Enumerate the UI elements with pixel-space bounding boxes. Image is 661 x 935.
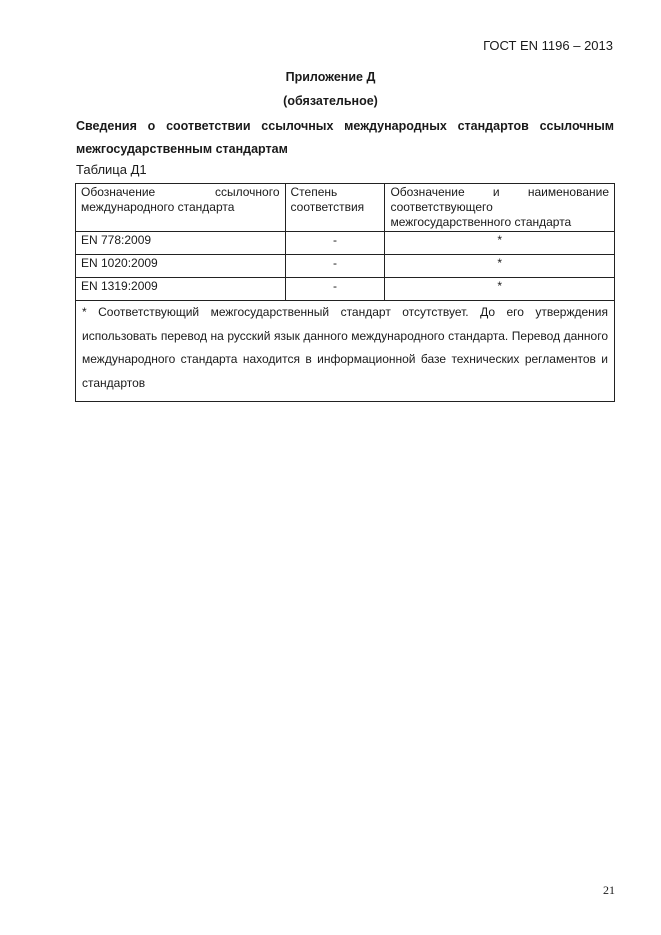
table-row [76, 278, 615, 301]
degree-cell: - [285, 278, 385, 301]
interstate-standard-cell: * [385, 232, 615, 255]
page-number: 21 [603, 883, 615, 897]
section-heading: Сведения о соответствии ссылочных международных стандартов ссылочным межгосударственным стандартам [76, 119, 614, 156]
column-header-degree: Степень соответствия [285, 184, 385, 232]
degree-cell: - [285, 232, 385, 255]
table-caption: Таблица Д1 [76, 162, 147, 177]
appendix-status: (обязательное) [283, 94, 378, 108]
interstate-standard-cell: * [385, 255, 615, 278]
table-note: * Соответствующий межгосударственный стандарт отсутствует. До его утверждения использовать перевод на русский язык данного международного стандарта. Перевод данного международного стандарта находится в информационной базе технических регламентов и стандартов [76, 301, 615, 402]
column-header-interstate-standard: Обозначение и наименование соответствующего межгосударственного стандарта [385, 184, 615, 232]
degree-cell: - [285, 255, 385, 278]
table-row [76, 232, 615, 255]
intl-standard-cell: EN 1020:2009 [76, 255, 286, 278]
reference-table [75, 183, 615, 402]
standard-code: ГОСТ EN 1196 – 2013 [483, 38, 613, 53]
intl-standard-cell: EN 778:2009 [76, 232, 286, 255]
table-header-row [76, 184, 615, 232]
column-header-intl-standard: Обозначение ссылочного международного стандарта [76, 184, 286, 232]
interstate-standard-cell: * [385, 278, 615, 301]
table-row [76, 255, 615, 278]
intl-standard-cell: EN 1319:2009 [76, 278, 286, 301]
appendix-title: Приложение Д [285, 70, 376, 84]
table-note-row [76, 301, 615, 402]
